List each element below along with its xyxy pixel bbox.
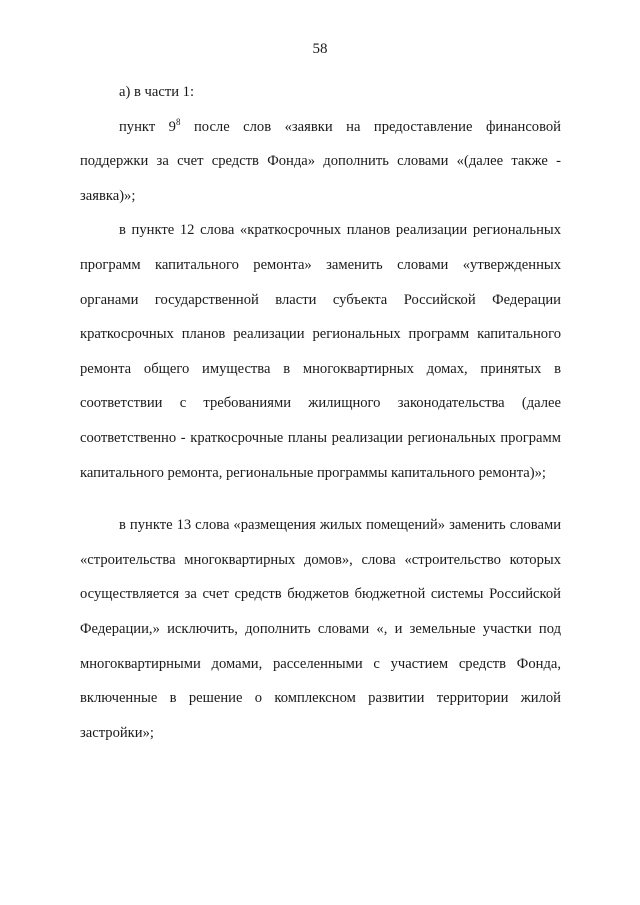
document-body: [80, 75, 561, 750]
paragraph-point-12: в пункте 12 слова «краткосрочных планов реализации региональных программ капитального ремонта» заменить словами «утвержденных органами государственной власти субъекта Российской Федерации краткосрочных планов реализации региональных программ капитального ремонта общего имущества в многоквартирных домах, принятых в соответствии с требованиями жилищного законодательства (далее соответственно - краткосрочные планы реализации региональных программ капитального ремонта, региональные программы капитального ремонта)»;: [80, 222, 561, 481]
paragraph-point-13: в пункте 13 слова «размещения жилых помещений» заменить словами «строительства многоквартирных домов», слова «строительство которых осуществляется за счет средств бюджетов бюджетной системы Российской Федерации,» исключить, дополнить словами «, и земельные участки под многоквартирными домами, расселенными с участием средств Фонда, включенные в решение о комплексном развитии территории жилой застройки»;: [80, 517, 561, 741]
superscript-8: 8: [175, 116, 181, 127]
paragraph-part-1-heading: а) в части 1:: [119, 84, 195, 100]
paragraph-point-9-8-after: после слов «заявки на предоставление финансовой поддержки за счет средств Фонда» дополнить словами «(далее также - заявка)»;: [80, 118, 561, 204]
paragraph-point-9-8-before: пункт 9: [119, 118, 176, 135]
page-number: 58: [312, 41, 328, 57]
paragraph-point-9-8: [80, 110, 561, 214]
